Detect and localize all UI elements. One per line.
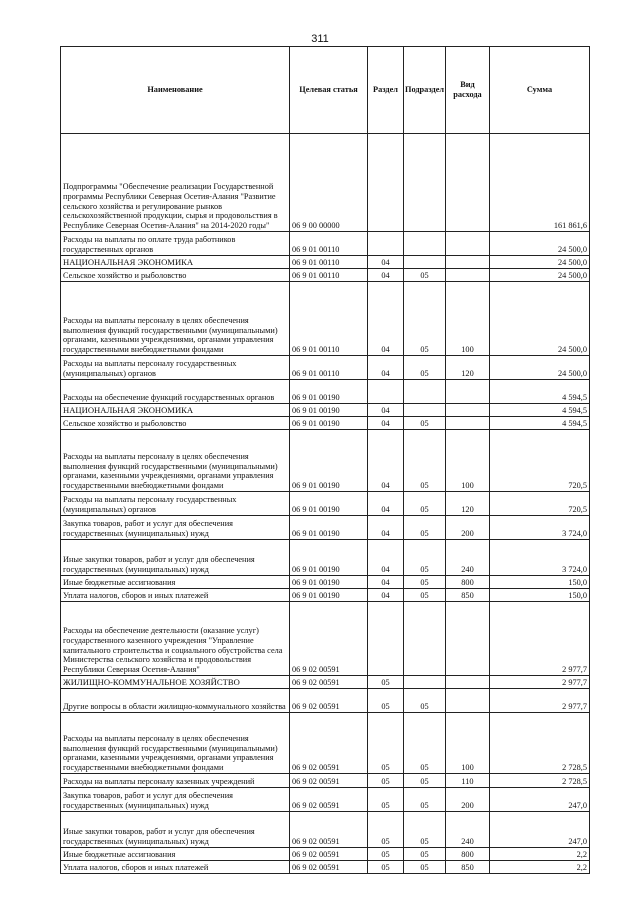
table-cell-subsection: 05	[404, 282, 446, 356]
table-cell-section: 04	[368, 492, 404, 516]
table-cell-amount: 24 500,0	[490, 256, 590, 269]
table-row	[61, 380, 590, 404]
table-cell-section: 04	[368, 576, 404, 589]
table-cell-name: Другие вопросы в области жилищно-коммунального хозяйства	[61, 689, 290, 713]
table-row	[61, 788, 590, 812]
table-cell-expense-type: 120	[446, 356, 490, 380]
table-cell-target-article: 06 9 01 00190	[290, 417, 368, 430]
table-cell-target-article: 06 9 02 00591	[290, 788, 368, 812]
table-cell-amount: 720,5	[490, 430, 590, 492]
table-cell-target-article: 06 9 01 00190	[290, 516, 368, 540]
table-cell-target-article: 06 9 02 00591	[290, 848, 368, 861]
table-cell-name: Расходы на выплаты персоналу в целях обеспечения выполнения функций государственными (муниципальными) органами, казенными учреждениями, органами управления государственными внебюджетными фондами	[61, 713, 290, 774]
table-cell-target-article: 06 9 02 00591	[290, 689, 368, 713]
table-cell-section: 05	[368, 774, 404, 788]
table-cell-expense-type: 100	[446, 713, 490, 774]
table-cell-subsection: 05	[404, 812, 446, 848]
table-cell-amount: 24 500,0	[490, 232, 590, 256]
table-cell-name: Расходы на выплаты персоналу в целях обеспечения выполнения функций государственными (муниципальными) органами, казенными учреждениями, органами управления государственными внебюджетными фондами	[61, 282, 290, 356]
table-cell-section: 05	[368, 689, 404, 713]
table-cell-subsection: 05	[404, 848, 446, 861]
table-row	[61, 689, 590, 713]
table-cell-target-article: 06 9 02 00591	[290, 713, 368, 774]
table-cell-target-article: 06 9 02 00591	[290, 602, 368, 676]
table-cell-target-article: 06 9 02 00591	[290, 812, 368, 848]
page-number: 311	[311, 33, 329, 45]
table-cell-subsection	[404, 602, 446, 676]
table-row	[61, 417, 590, 430]
table-cell-name: Иные закупки товаров, работ и услуг для обеспечения государственных (муниципальных) нужд	[61, 540, 290, 576]
table-cell-subsection	[404, 256, 446, 269]
table-cell-name: Иные закупки товаров, работ и услуг для обеспечения государственных (муниципальных) нужд	[61, 812, 290, 848]
table-cell-amount: 720,5	[490, 492, 590, 516]
table-row	[61, 861, 590, 874]
table-cell-name: Расходы на обеспечение деятельности (оказание услуг) государственного казенного учреждения "Управление капитального строительства и социального обустройства села Министерства сельского хозяйства и продовольствия Республики Северная Осетия-Алания"	[61, 602, 290, 676]
table-cell-expense-type: 120	[446, 492, 490, 516]
table-cell-target-article: 06 9 01 00190	[290, 404, 368, 417]
table-cell-section: 05	[368, 788, 404, 812]
table-row	[61, 540, 590, 576]
table-row	[61, 492, 590, 516]
table-cell-expense-type: 100	[446, 430, 490, 492]
table-cell-subsection	[404, 232, 446, 256]
table-cell-amount: 2 977,7	[490, 602, 590, 676]
table-header-row	[61, 47, 590, 134]
table-cell-section: 04	[368, 540, 404, 576]
table-cell-name: Подпрограммы "Обеспечение реализации Государственной программы Республики Северная Осетия-Алания "Развитие сельского хозяйства и регулирование рынков сельскохозяйственной продукции, сырья и продовольствия в Республике Северная Осетия-Алания" на 2014-2020 годы"	[61, 134, 290, 232]
table-row	[61, 713, 590, 774]
table-cell-expense-type	[446, 602, 490, 676]
table-cell-amount: 2 728,5	[490, 774, 590, 788]
table-cell-subsection: 05	[404, 540, 446, 576]
budget-table	[60, 46, 590, 874]
table-cell-target-article: 06 9 02 00591	[290, 774, 368, 788]
table-cell-section	[368, 380, 404, 404]
header-subsection: Подраздел	[404, 47, 446, 134]
table-cell-amount: 24 500,0	[490, 282, 590, 356]
table-cell-target-article: 06 9 00 00000	[290, 134, 368, 232]
table-cell-section: 05	[368, 861, 404, 874]
table-cell-subsection: 05	[404, 589, 446, 602]
table-cell-target-article: 06 9 01 00190	[290, 430, 368, 492]
table-cell-expense-type: 800	[446, 576, 490, 589]
table-cell-name: Расходы на выплаты персоналу в целях обеспечения выполнения функций государственными (муниципальными) органами, казенными учреждениями, органами управления государственными внебюджетными фондами	[61, 430, 290, 492]
table-cell-name: НАЦИОНАЛЬНАЯ ЭКОНОМИКА	[61, 256, 290, 269]
table-cell-amount: 161 861,6	[490, 134, 590, 232]
table-cell-section: 05	[368, 676, 404, 689]
table-row	[61, 774, 590, 788]
table-cell-name: Расходы на выплаты персоналу государственных (муниципальных) органов	[61, 492, 290, 516]
table-cell-amount: 4 594,5	[490, 380, 590, 404]
table-cell-expense-type	[446, 269, 490, 282]
table-cell-section: 04	[368, 430, 404, 492]
table-row	[61, 589, 590, 602]
table-cell-section: 04	[368, 269, 404, 282]
table-cell-amount: 150,0	[490, 589, 590, 602]
table-cell-expense-type: 200	[446, 788, 490, 812]
table-cell-expense-type	[446, 256, 490, 269]
table-row	[61, 232, 590, 256]
table-cell-subsection: 05	[404, 356, 446, 380]
table-cell-name: Иные бюджетные ассигнования	[61, 848, 290, 861]
table-cell-target-article: 06 9 01 00190	[290, 576, 368, 589]
table-cell-expense-type: 110	[446, 774, 490, 788]
table-cell-name: Закупка товаров, работ и услуг для обеспечения государственных (муниципальных) нужд	[61, 516, 290, 540]
table-cell-target-article: 06 9 01 00110	[290, 269, 368, 282]
table-cell-target-article: 06 9 01 00110	[290, 356, 368, 380]
table-cell-subsection	[404, 676, 446, 689]
table-row	[61, 676, 590, 689]
table-cell-expense-type: 850	[446, 589, 490, 602]
table-cell-expense-type	[446, 404, 490, 417]
table-cell-name: Уплата налогов, сборов и иных платежей	[61, 861, 290, 874]
table-cell-amount: 3 724,0	[490, 516, 590, 540]
table-cell-subsection: 05	[404, 788, 446, 812]
header-name: Наименование	[61, 47, 290, 134]
table-cell-expense-type	[446, 232, 490, 256]
table-cell-expense-type	[446, 676, 490, 689]
table-cell-target-article: 06 9 01 00110	[290, 282, 368, 356]
table-cell-subsection: 05	[404, 430, 446, 492]
table-cell-section	[368, 602, 404, 676]
table-cell-expense-type	[446, 134, 490, 232]
table-cell-name: НАЦИОНАЛЬНАЯ ЭКОНОМИКА	[61, 404, 290, 417]
table-cell-expense-type: 240	[446, 540, 490, 576]
table-cell-expense-type	[446, 689, 490, 713]
table-cell-subsection: 05	[404, 417, 446, 430]
table-cell-expense-type: 850	[446, 861, 490, 874]
header-amount: Сумма	[490, 47, 590, 134]
header-target-article: Целевая статья	[290, 47, 368, 134]
table-cell-name: Сельское хозяйство и рыболовство	[61, 269, 290, 282]
table-cell-name: Расходы на выплаты персоналу государственных (муниципальных) органов	[61, 356, 290, 380]
table-cell-name: ЖИЛИЩНО-КОММУНАЛЬНОЕ ХОЗЯЙСТВО	[61, 676, 290, 689]
table-cell-amount: 4 594,5	[490, 417, 590, 430]
table-cell-section: 04	[368, 404, 404, 417]
header-expense-type: Вид расхода	[446, 47, 490, 134]
table-cell-target-article: 06 9 01 00110	[290, 256, 368, 269]
table-cell-expense-type	[446, 380, 490, 404]
table-cell-section	[368, 134, 404, 232]
table-cell-amount: 2,2	[490, 848, 590, 861]
table-cell-expense-type	[446, 417, 490, 430]
table-cell-name: Иные бюджетные ассигнования	[61, 576, 290, 589]
table-cell-amount: 2 977,7	[490, 689, 590, 713]
table-cell-subsection: 05	[404, 492, 446, 516]
table-cell-section: 04	[368, 256, 404, 269]
table-row	[61, 430, 590, 492]
table-cell-subsection	[404, 380, 446, 404]
table-row	[61, 282, 590, 356]
table-cell-name: Сельское хозяйство и рыболовство	[61, 417, 290, 430]
table-row	[61, 404, 590, 417]
table-row	[61, 134, 590, 232]
table-cell-subsection: 05	[404, 689, 446, 713]
table-cell-expense-type: 240	[446, 812, 490, 848]
header-section: Раздел	[368, 47, 404, 134]
table-cell-target-article: 06 9 01 00190	[290, 589, 368, 602]
table-cell-name: Уплата налогов, сборов и иных платежей	[61, 589, 290, 602]
table-cell-section: 04	[368, 356, 404, 380]
table-cell-expense-type: 800	[446, 848, 490, 861]
table-cell-subsection: 05	[404, 576, 446, 589]
table-cell-amount: 2 977,7	[490, 676, 590, 689]
table-cell-subsection: 05	[404, 516, 446, 540]
table-cell-name: Расходы на обеспечение функций государственных органов	[61, 380, 290, 404]
table-cell-expense-type: 100	[446, 282, 490, 356]
table-row	[61, 516, 590, 540]
table-cell-target-article: 06 9 02 00591	[290, 861, 368, 874]
table-cell-target-article: 06 9 01 00190	[290, 540, 368, 576]
table-cell-target-article: 06 9 01 00110	[290, 232, 368, 256]
table-cell-section: 04	[368, 516, 404, 540]
table-cell-subsection	[404, 134, 446, 232]
table-cell-subsection: 05	[404, 713, 446, 774]
table-cell-subsection: 05	[404, 269, 446, 282]
table-cell-subsection: 05	[404, 774, 446, 788]
table-cell-section: 05	[368, 713, 404, 774]
table-cell-amount: 247,0	[490, 812, 590, 848]
table-cell-subsection: 05	[404, 861, 446, 874]
table-row	[61, 848, 590, 861]
table-cell-amount: 24 500,0	[490, 356, 590, 380]
table-cell-amount: 4 594,5	[490, 404, 590, 417]
table-cell-section: 04	[368, 589, 404, 602]
table-cell-section	[368, 232, 404, 256]
table-cell-amount: 2 728,5	[490, 713, 590, 774]
table-row	[61, 356, 590, 380]
table-cell-section: 05	[368, 848, 404, 861]
table-cell-section: 04	[368, 417, 404, 430]
table-cell-target-article: 06 9 01 00190	[290, 492, 368, 516]
table-cell-name: Расходы на выплаты по оплате труда работников государственных органов	[61, 232, 290, 256]
table-cell-subsection	[404, 404, 446, 417]
table-row	[61, 602, 590, 676]
table-row	[61, 812, 590, 848]
table-cell-section: 05	[368, 812, 404, 848]
table-cell-amount: 150,0	[490, 576, 590, 589]
table-cell-amount: 2,2	[490, 861, 590, 874]
table-cell-amount: 24 500,0	[490, 269, 590, 282]
table-cell-amount: 247,0	[490, 788, 590, 812]
table-cell-name: Расходы на выплаты персоналу казенных учреждений	[61, 774, 290, 788]
table-cell-amount: 3 724,0	[490, 540, 590, 576]
table-row	[61, 269, 590, 282]
table-row	[61, 576, 590, 589]
table-row	[61, 256, 590, 269]
table-cell-target-article: 06 9 02 00591	[290, 676, 368, 689]
table-cell-target-article: 06 9 01 00190	[290, 380, 368, 404]
table-cell-name: Закупка товаров, работ и услуг для обеспечения государственных (муниципальных) нужд	[61, 788, 290, 812]
table-cell-section: 04	[368, 282, 404, 356]
table-cell-expense-type: 200	[446, 516, 490, 540]
